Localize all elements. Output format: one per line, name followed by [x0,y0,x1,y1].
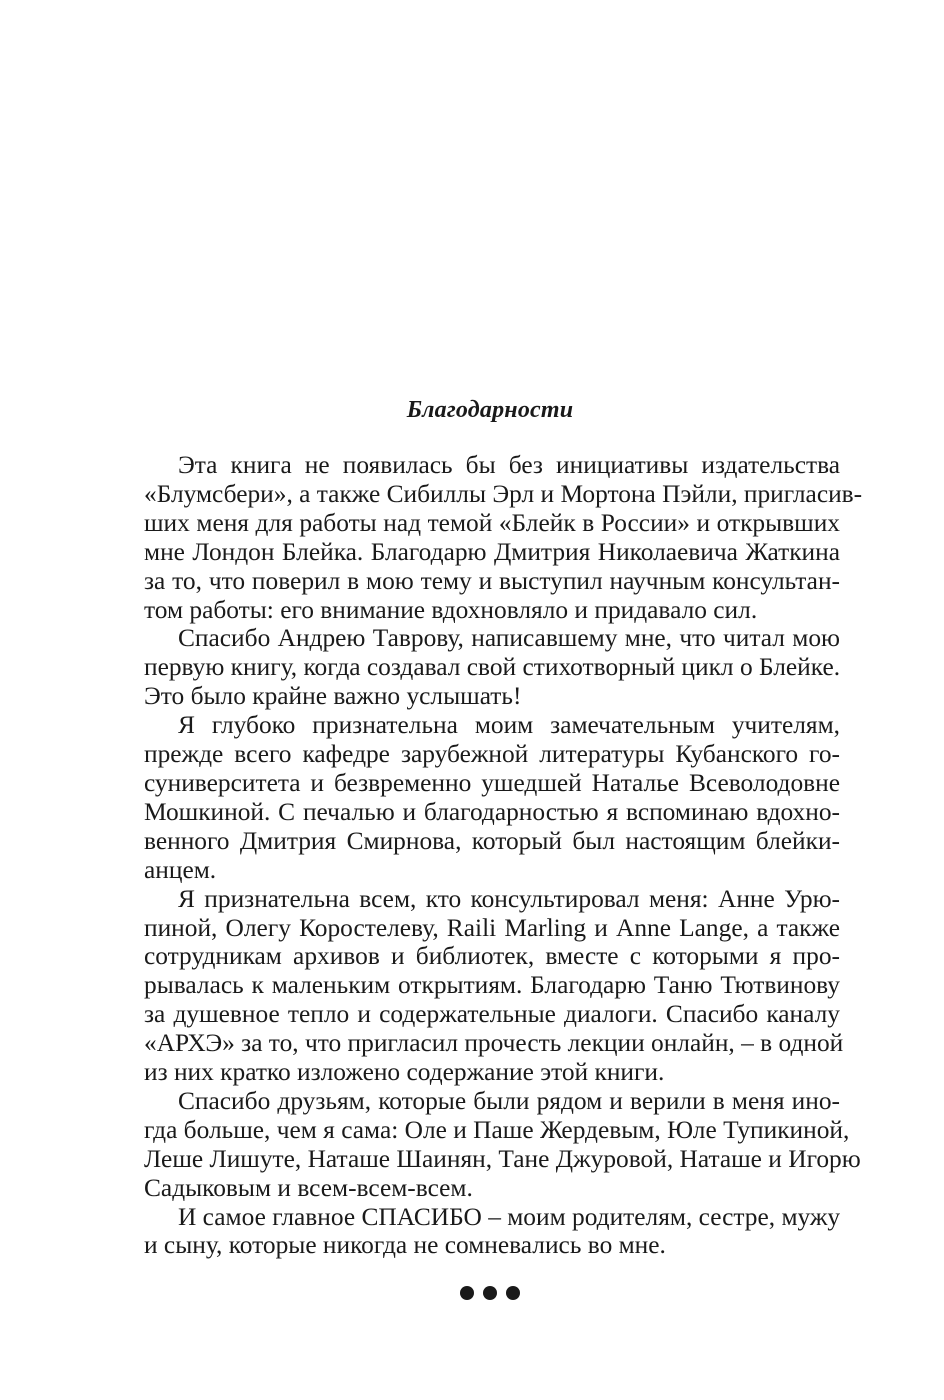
text-line: за то, что поверил в мою тему и выступил научным консультан- [144,566,840,595]
text-line: Спасибо Андрею Таврову, написавшему мне, что читал мою [178,624,840,653]
text-line: сотрудникам архивов и библиотек, вместе с которыми я про- [144,942,840,971]
dot-icon [460,1286,474,1300]
paragraph [144,451,863,624]
paragraph [144,1203,840,1261]
text-line: анцем. [144,855,217,884]
text-line: первую книгу, когда создавал свой стихотворный цикл о Блейке. [144,653,841,682]
text-line: ших меня для работы над темой «Блейк в России» и открывших [144,508,840,537]
text-line: и сыну, которые никогда не сомневались во мне. [144,1231,666,1260]
text-line: Садыковым и всем-всем-всем. [144,1173,473,1202]
dot-icon [483,1286,497,1300]
text-line: венного Дмитрия Смирнова, который был настоящим блейки- [144,826,840,855]
text-line: «АРХЭ» за то, что пригласил прочесть лекции онлайн, – в одной [144,1029,844,1058]
paragraph [144,624,840,711]
text-line: Спасибо друзьям, которые были рядом и верили в меня ино- [178,1086,840,1115]
text-line: Я глубоко признательна моим замечательным учителям, [178,711,840,740]
text-line: Я признательна всем, кто консультировал меня: Анне Урю- [178,884,840,913]
text-line: мне Лондон Блейка. Благодарю Дмитрия Николаевича Жаткина [144,537,840,566]
text-line: Это было крайне важно услышать! [144,682,522,711]
paragraph [144,1086,861,1203]
text-line: «Блумсбери», а также Сибиллы Эрл и Мортона Пэйли, пригласив- [144,479,863,508]
text-line: гда больше, чем я сама: Оле и Паше Жердевым, Юле Тупикиной, [144,1115,850,1144]
acknowledgements-text [144,451,863,1260]
text-line: рывалась к маленьким открытиям. Благодарю Таню Тютвинову [144,971,840,1000]
text-line: И самое главное СПАСИБО – моим родителям, сестре, мужу [178,1202,841,1231]
page-heading: Благодарности [406,397,574,423]
end-ornament [0,1286,944,1300]
text-line: том работы: его внимание вдохновляло и придавало сил. [144,595,758,624]
text-line: Эта книга не появилась бы без инициативы издательства [178,451,840,479]
text-line: суниверситета и безвременно ушедшей Наталье Всеволодовне [144,768,840,797]
text-line: Мошкиной. С печалью и благодарностью я вспоминаю вдохно- [144,797,840,826]
paragraph [144,711,840,884]
text-line: из них кратко изложено содержание этой книги. [144,1058,665,1087]
paragraph [144,884,844,1087]
text-line: пиной, Олегу Коростелеву, Raili Marling и Anne Lange, а также [144,913,840,942]
dot-icon [506,1286,520,1300]
text-line: за душевное тепло и содержательные диалоги. Спасибо каналу [144,1000,840,1029]
text-line: Леше Лишуте, Наташе Шаинян, Тане Джуровой, Наташе и Игорю [144,1144,861,1173]
text-line: прежде всего кафедре зарубежной литературы Кубанского го- [144,740,840,769]
